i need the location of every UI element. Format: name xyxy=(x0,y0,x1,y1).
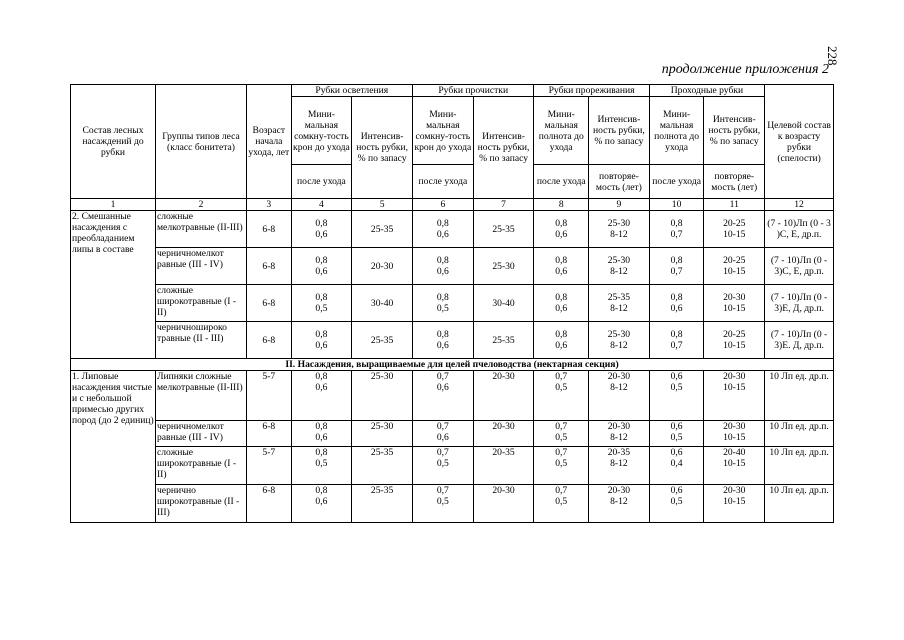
intensity-repeat-cell xyxy=(704,322,765,359)
composition-mixed-linden: 2. Смешанные насаждения с преобладанием липы в составе xyxy=(71,211,156,359)
header-thinning-cut: Рубки прореживания xyxy=(534,85,649,97)
intensity-repeat-cell xyxy=(589,285,650,322)
min-density-cell xyxy=(534,371,589,421)
min-closure-cell xyxy=(291,285,352,322)
column-number: 8 xyxy=(534,199,589,211)
value-after: 0,5 xyxy=(670,496,683,507)
intensity-repeat-cell xyxy=(704,371,765,421)
forest-type-cell: черничномелкот равные (III - IV) xyxy=(155,248,246,285)
value-repeat: 10-15 xyxy=(723,229,746,240)
value-before: 0,8 xyxy=(436,329,449,340)
value-before: 0,7 xyxy=(555,371,568,382)
value-after: 0,5 xyxy=(436,496,449,507)
column-number: 9 xyxy=(589,199,650,211)
intensity-cell: 25-30 xyxy=(352,371,413,421)
value-repeat: 10-15 xyxy=(723,496,746,507)
intensity-cell: 20-30 xyxy=(352,248,413,285)
intensity-repeat-cell xyxy=(704,285,765,322)
value-before: 0,7 xyxy=(436,371,449,382)
value-before: 0,6 xyxy=(670,421,683,432)
value-after: 0,5 xyxy=(315,303,328,314)
intensity-repeat-cell xyxy=(589,447,650,485)
header-intensity-2: Интенсив-ность рубки, % по запасу xyxy=(473,97,534,199)
value-before: 0,8 xyxy=(555,292,568,303)
forest-type-cell: черничношироко травные (II - III) xyxy=(155,322,246,359)
age-cell: 6-8 xyxy=(247,285,292,322)
header-passage-cut: Проходные рубки xyxy=(649,85,764,97)
value-after: 0,6 xyxy=(315,432,328,443)
value-after: 0,5 xyxy=(670,432,683,443)
min-density-cell xyxy=(649,211,704,248)
value-intensity: 25-30 xyxy=(607,255,631,266)
min-closure-cell xyxy=(291,447,352,485)
column-number: 2 xyxy=(155,199,246,211)
value-before: 0,7 xyxy=(436,485,449,496)
min-density-cell xyxy=(534,447,589,485)
forest-type-cell: сложные широкотравные (I - II) xyxy=(155,285,246,322)
min-density-cell xyxy=(534,211,589,248)
age-cell: 6-8 xyxy=(247,485,292,523)
age-cell: 6-8 xyxy=(247,322,292,359)
value-repeat: 10-15 xyxy=(723,458,746,469)
value-before: 0,8 xyxy=(436,218,449,229)
header-target: Целевой состав к возрасту рубки (спелости) xyxy=(765,85,834,199)
value-intensity: 20-30 xyxy=(723,421,746,432)
forest-type-cell: сложные широкотравные (I - II) xyxy=(155,447,246,485)
value-intensity: 20-25 xyxy=(723,218,746,229)
value-before: 0,8 xyxy=(670,218,683,229)
column-number: 10 xyxy=(649,199,704,211)
min-density-cell xyxy=(649,371,704,421)
target-composition-cell: 10 Лп ед. др.п. xyxy=(765,371,834,421)
intensity-cell: 20-30 xyxy=(473,371,534,421)
forest-type-cell: Липняки сложные мелкотравные (II-III) xyxy=(155,371,246,421)
min-closure-cell xyxy=(291,248,352,285)
intensity-cell: 25-35 xyxy=(352,447,413,485)
min-closure-cell xyxy=(291,322,352,359)
value-before: 0,8 xyxy=(670,292,683,303)
value-intensity: 25-30 xyxy=(607,329,631,340)
value-before: 0,8 xyxy=(315,485,328,496)
value-after: 0,6 xyxy=(436,340,449,351)
header-weeding-cut: Рубки прочистки xyxy=(412,85,533,97)
intensity-cell: 25-35 xyxy=(473,211,534,248)
header-min-closure: Мини-мальная сомкну-тость крон до ухода xyxy=(291,97,352,165)
intensity-repeat-cell xyxy=(704,421,765,447)
min-density-cell xyxy=(649,447,704,485)
value-before: 0,7 xyxy=(555,447,568,458)
value-after: 0,5 xyxy=(436,303,449,314)
value-after: 0,6 xyxy=(555,229,568,240)
intensity-repeat-cell xyxy=(589,322,650,359)
value-repeat: 8-12 xyxy=(610,458,628,469)
value-before: 0,8 xyxy=(670,255,683,266)
age-cell: 5-7 xyxy=(247,447,292,485)
header-composition: Состав лесных насаждений до рубки xyxy=(71,85,156,199)
section-title: II. Насаждения, выращиваемые для целей пчеловодства (нектарная секция) xyxy=(71,359,834,371)
header-repeat-2: повторяе-мость (лет) xyxy=(704,165,765,199)
value-after: 0,6 xyxy=(315,229,328,240)
value-before: 0,8 xyxy=(315,447,328,458)
header-intensity-4: Интенсив-ность рубки, % по запасу xyxy=(704,97,765,165)
intensity-repeat-cell xyxy=(589,248,650,285)
min-closure-cell xyxy=(412,285,473,322)
value-repeat: 10-15 xyxy=(723,303,746,314)
intensity-cell: 25-30 xyxy=(473,248,534,285)
value-after: 0,5 xyxy=(555,458,568,469)
value-repeat: 8-12 xyxy=(610,432,628,443)
min-density-cell xyxy=(649,421,704,447)
value-intensity: 20-25 xyxy=(723,255,746,266)
header-after-2: после ухода xyxy=(412,165,473,199)
intensity-cell: 25-35 xyxy=(352,485,413,523)
value-after: 0,5 xyxy=(436,458,449,469)
value-before: 0,8 xyxy=(315,292,328,303)
target-composition-cell: (7 - 10)Лп (0 - 3)Е. Д, др.п. xyxy=(765,322,834,359)
value-before: 0,8 xyxy=(555,329,568,340)
value-before: 0,8 xyxy=(670,329,683,340)
value-before: 0,8 xyxy=(315,371,328,382)
value-after: 0,4 xyxy=(670,458,683,469)
value-repeat: 10-15 xyxy=(723,266,746,277)
value-after: 0,6 xyxy=(555,303,568,314)
intensity-repeat-cell xyxy=(704,485,765,523)
target-composition-cell: 10 Лп ед. др.п. xyxy=(765,447,834,485)
value-before: 0,8 xyxy=(315,329,328,340)
column-number: 3 xyxy=(247,199,292,211)
value-before: 0,8 xyxy=(315,255,328,266)
header-after-3: после ухода xyxy=(534,165,589,199)
intensity-repeat-cell xyxy=(589,371,650,421)
value-after: 0,7 xyxy=(670,266,683,277)
age-cell: 6-8 xyxy=(247,421,292,447)
value-after: 0,6 xyxy=(555,340,568,351)
continuation-caption: продолжение приложения 2 xyxy=(661,62,829,77)
header-intensity-3: Интенсив-ность рубки, % по запасу xyxy=(589,97,650,165)
value-intensity: 20-30 xyxy=(607,421,631,432)
value-before: 0,6 xyxy=(670,447,683,458)
header-min-density-2: Мини-мальная полнота до ухода xyxy=(649,97,704,165)
value-intensity: 25-30 xyxy=(607,218,631,229)
min-density-cell xyxy=(534,248,589,285)
min-density-cell xyxy=(649,322,704,359)
header-age: Возраст начала ухода, лет xyxy=(247,85,292,199)
header-cleaning-cut: Рубки осветления xyxy=(291,85,412,97)
value-before: 0,8 xyxy=(315,218,328,229)
value-after: 0,5 xyxy=(555,432,568,443)
value-repeat: 10-15 xyxy=(723,340,746,351)
min-closure-cell xyxy=(412,421,473,447)
header-intensity: Интенсив-ность рубки, % по запасу xyxy=(352,97,413,199)
value-after: 0,6 xyxy=(555,266,568,277)
value-before: 0,8 xyxy=(436,255,449,266)
value-repeat: 8-12 xyxy=(610,340,628,351)
intensity-repeat-cell xyxy=(589,485,650,523)
value-intensity: 20-30 xyxy=(607,485,631,496)
value-after: 0,6 xyxy=(436,432,449,443)
target-composition-cell: (7 - 10)Лп (0 - 3)С, Е, др.п. xyxy=(765,248,834,285)
min-density-cell xyxy=(534,285,589,322)
value-after: 0,5 xyxy=(555,496,568,507)
column-number: 1 xyxy=(71,199,156,211)
value-after: 0,6 xyxy=(315,496,328,507)
min-closure-cell xyxy=(412,248,473,285)
value-before: 0,7 xyxy=(555,421,568,432)
age-cell: 5-7 xyxy=(247,371,292,421)
value-before: 0,7 xyxy=(555,485,568,496)
column-number: 7 xyxy=(473,199,534,211)
header-min-closure-2: Мини-мальная сомкну-тость крон до ухода xyxy=(412,97,473,165)
min-density-cell xyxy=(649,248,704,285)
age-cell: 6-8 xyxy=(247,248,292,285)
value-repeat: 8-12 xyxy=(610,229,628,240)
min-closure-cell xyxy=(291,211,352,248)
value-after: 0,5 xyxy=(670,382,683,393)
value-intensity: 20-30 xyxy=(723,371,746,382)
min-closure-cell xyxy=(291,371,352,421)
value-intensity: 20-40 xyxy=(723,447,746,458)
value-intensity: 20-30 xyxy=(607,371,631,382)
value-after: 0,6 xyxy=(670,303,683,314)
min-density-cell xyxy=(534,421,589,447)
column-number: 4 xyxy=(291,199,352,211)
value-intensity: 20-30 xyxy=(723,292,746,303)
column-number: 12 xyxy=(765,199,834,211)
intensity-cell: 30-40 xyxy=(473,285,534,322)
value-repeat: 8-12 xyxy=(610,266,628,277)
header-forest-groups: Группы типов леса (класс бонитета) xyxy=(155,85,246,199)
forest-type-cell: сложные мелкотравные (II-III) xyxy=(155,211,246,248)
value-intensity: 20-25 xyxy=(723,329,746,340)
value-before: 0,7 xyxy=(436,447,449,458)
header-after-4: после ухода xyxy=(649,165,704,199)
intensity-cell: 25-30 xyxy=(352,421,413,447)
value-before: 0,8 xyxy=(315,421,328,432)
value-before: 0,8 xyxy=(555,255,568,266)
min-closure-cell xyxy=(412,211,473,248)
min-closure-cell xyxy=(412,447,473,485)
intensity-cell: 30-40 xyxy=(352,285,413,322)
min-density-cell xyxy=(649,485,704,523)
intensity-cell: 20-30 xyxy=(473,485,534,523)
header-repeat: повторяе-мость (лет) xyxy=(589,165,650,199)
value-after: 0,5 xyxy=(555,382,568,393)
value-repeat: 8-12 xyxy=(610,496,628,507)
value-after: 0,6 xyxy=(315,340,328,351)
value-repeat: 10-15 xyxy=(723,432,746,443)
header-min-density: Мини-мальная полнота до ухода xyxy=(534,97,589,165)
composition-pure-linden: 1. Липовые насаждения чистые и с небольшой примесью других пород (до 2 единиц) xyxy=(71,371,156,523)
column-number: 6 xyxy=(412,199,473,211)
value-before: 0,6 xyxy=(670,485,683,496)
value-before: 0,8 xyxy=(555,218,568,229)
column-number: 5 xyxy=(352,199,413,211)
forest-type-cell: черничномелкот равные (III - IV) xyxy=(155,421,246,447)
min-closure-cell xyxy=(412,371,473,421)
intensity-repeat-cell xyxy=(704,211,765,248)
forest-type-cell: чернично широкотравные (II - III) xyxy=(155,485,246,523)
value-before: 0,6 xyxy=(670,371,683,382)
intensity-repeat-cell xyxy=(589,421,650,447)
min-closure-cell xyxy=(291,485,352,523)
intensity-cell: 25-35 xyxy=(352,211,413,248)
min-closure-cell xyxy=(412,485,473,523)
header-after: после ухода xyxy=(291,165,352,199)
min-density-cell xyxy=(534,322,589,359)
intensity-cell: 20-35 xyxy=(473,447,534,485)
page-number: 228 xyxy=(825,46,840,66)
target-composition-cell: (7 - 10)Лп (0 - 3 )С, Е, др.п. xyxy=(765,211,834,248)
intensity-cell: 20-30 xyxy=(473,421,534,447)
min-density-cell xyxy=(649,285,704,322)
min-closure-cell xyxy=(412,322,473,359)
value-after: 0,6 xyxy=(315,266,328,277)
intensity-repeat-cell xyxy=(704,248,765,285)
column-number: 11 xyxy=(704,199,765,211)
silviculture-table xyxy=(70,84,834,523)
value-after: 0,7 xyxy=(670,340,683,351)
value-after: 0,6 xyxy=(436,382,449,393)
intensity-cell: 25-35 xyxy=(352,322,413,359)
value-repeat: 8-12 xyxy=(610,303,628,314)
value-repeat: 10-15 xyxy=(723,382,746,393)
value-after: 0,6 xyxy=(315,382,328,393)
value-intensity: 20-35 xyxy=(607,447,631,458)
target-composition-cell: 10 Лп ед. др.п. xyxy=(765,485,834,523)
target-composition-cell: 10 Лп ед. др.п. xyxy=(765,421,834,447)
min-closure-cell xyxy=(291,421,352,447)
value-after: 0,7 xyxy=(670,229,683,240)
intensity-cell: 25-35 xyxy=(473,322,534,359)
intensity-repeat-cell xyxy=(704,447,765,485)
value-before: 0,8 xyxy=(436,292,449,303)
value-after: 0,6 xyxy=(436,229,449,240)
value-repeat: 8-12 xyxy=(610,382,628,393)
value-intensity: 20-30 xyxy=(723,485,746,496)
value-intensity: 25-35 xyxy=(607,292,631,303)
value-before: 0,7 xyxy=(436,421,449,432)
value-after: 0,5 xyxy=(315,458,328,469)
age-cell: 6-8 xyxy=(247,211,292,248)
intensity-repeat-cell xyxy=(589,211,650,248)
target-composition-cell: (7 - 10)Лп (0 - 3)Е, Д, др.п. xyxy=(765,285,834,322)
value-after: 0,6 xyxy=(436,266,449,277)
min-density-cell xyxy=(534,485,589,523)
